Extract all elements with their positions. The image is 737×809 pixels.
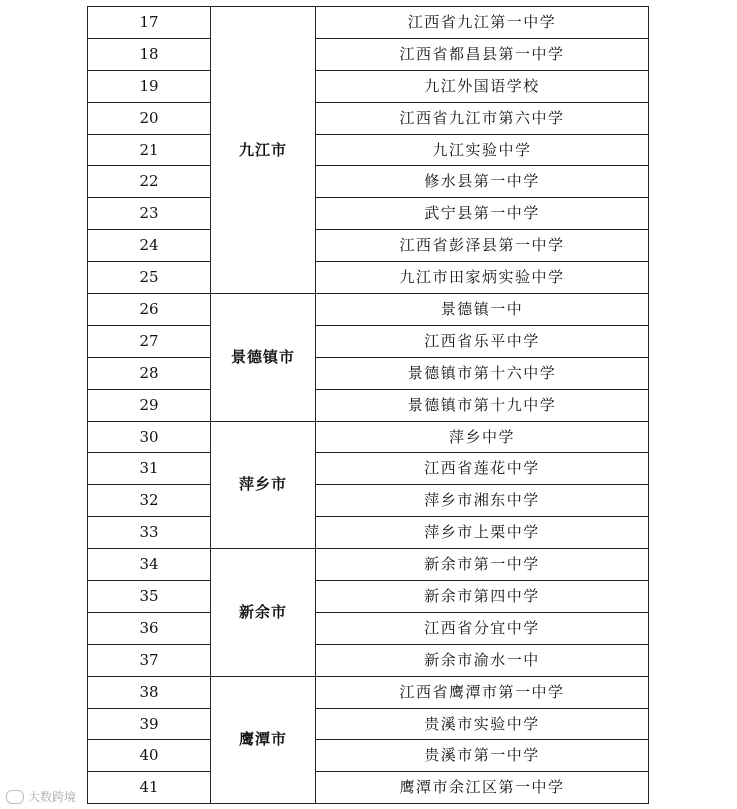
school-name: 新余市第一中学: [316, 549, 649, 581]
row-number: 27: [88, 325, 211, 357]
school-name: 萍乡市上栗中学: [316, 517, 649, 549]
row-number: 35: [88, 581, 211, 613]
row-number: 22: [88, 166, 211, 198]
row-number: 23: [88, 198, 211, 230]
city-cell: 景德镇市: [211, 294, 316, 422]
row-number: 28: [88, 357, 211, 389]
row-number: 25: [88, 262, 211, 294]
table-row: [88, 708, 649, 740]
row-number: 26: [88, 294, 211, 326]
school-name: 江西省彭泽县第一中学: [316, 230, 649, 262]
school-name: 鹰潭市余江区第一中学: [316, 772, 649, 804]
school-name: 修水县第一中学: [316, 166, 649, 198]
row-number: 34: [88, 549, 211, 581]
row-number: 19: [88, 70, 211, 102]
row-number: 41: [88, 772, 211, 804]
table-row: [88, 676, 649, 708]
table-row: [88, 325, 649, 357]
school-name: 江西省莲花中学: [316, 453, 649, 485]
school-name: 贵溪市实验中学: [316, 708, 649, 740]
school-name: 景德镇一中: [316, 294, 649, 326]
row-number: 33: [88, 517, 211, 549]
table-row: [88, 549, 649, 581]
table-row: [88, 294, 649, 326]
schools-table: [87, 6, 649, 804]
watermark-logo-icon: [6, 790, 24, 804]
row-number: 40: [88, 740, 211, 772]
table-row: [88, 7, 649, 39]
row-number: 39: [88, 708, 211, 740]
table-row: [88, 38, 649, 70]
row-number: 38: [88, 676, 211, 708]
row-number: 21: [88, 134, 211, 166]
table-row: [88, 230, 649, 262]
row-number: 24: [88, 230, 211, 262]
row-number: 20: [88, 102, 211, 134]
school-name: 萍乡中学: [316, 421, 649, 453]
row-number: 18: [88, 38, 211, 70]
school-name: 江西省分宜中学: [316, 612, 649, 644]
table-row: [88, 740, 649, 772]
school-name: 九江市田家炳实验中学: [316, 262, 649, 294]
school-name: 江西省乐平中学: [316, 325, 649, 357]
row-number: 17: [88, 7, 211, 39]
table-row: [88, 421, 649, 453]
school-name: 江西省九江市第六中学: [316, 102, 649, 134]
city-cell: 鹰潭市: [211, 676, 316, 804]
table-row: [88, 644, 649, 676]
school-name: 江西省都昌县第一中学: [316, 38, 649, 70]
school-name: 江西省鹰潭市第一中学: [316, 676, 649, 708]
school-name: 江西省九江第一中学: [316, 7, 649, 39]
watermark-text: 大数跨境: [28, 790, 77, 804]
row-number: 37: [88, 644, 211, 676]
row-number: 32: [88, 485, 211, 517]
school-name: 贵溪市第一中学: [316, 740, 649, 772]
school-name: 景德镇市第十六中学: [316, 357, 649, 389]
table-row: [88, 485, 649, 517]
school-name: 武宁县第一中学: [316, 198, 649, 230]
school-name: 新余市渝水一中: [316, 644, 649, 676]
table-row: [88, 166, 649, 198]
row-number: 36: [88, 612, 211, 644]
table-row: [88, 357, 649, 389]
watermark: [6, 788, 76, 805]
city-cell: 萍乡市: [211, 421, 316, 549]
school-name: 九江实验中学: [316, 134, 649, 166]
table-row: [88, 262, 649, 294]
table-row: [88, 772, 649, 804]
school-name: 景德镇市第十九中学: [316, 389, 649, 421]
row-number: 31: [88, 453, 211, 485]
table-row: [88, 612, 649, 644]
school-name: 萍乡市湘东中学: [316, 485, 649, 517]
table-row: [88, 134, 649, 166]
table-row: [88, 198, 649, 230]
table-row: [88, 581, 649, 613]
schools-table-body: [88, 7, 649, 804]
row-number: 29: [88, 389, 211, 421]
city-cell: 九江市: [211, 7, 316, 294]
table-row: [88, 102, 649, 134]
table-row: [88, 70, 649, 102]
row-number: 30: [88, 421, 211, 453]
city-cell: 新余市: [211, 549, 316, 677]
table-row: [88, 389, 649, 421]
table-row: [88, 517, 649, 549]
table-row: [88, 453, 649, 485]
school-name: 九江外国语学校: [316, 70, 649, 102]
school-name: 新余市第四中学: [316, 581, 649, 613]
